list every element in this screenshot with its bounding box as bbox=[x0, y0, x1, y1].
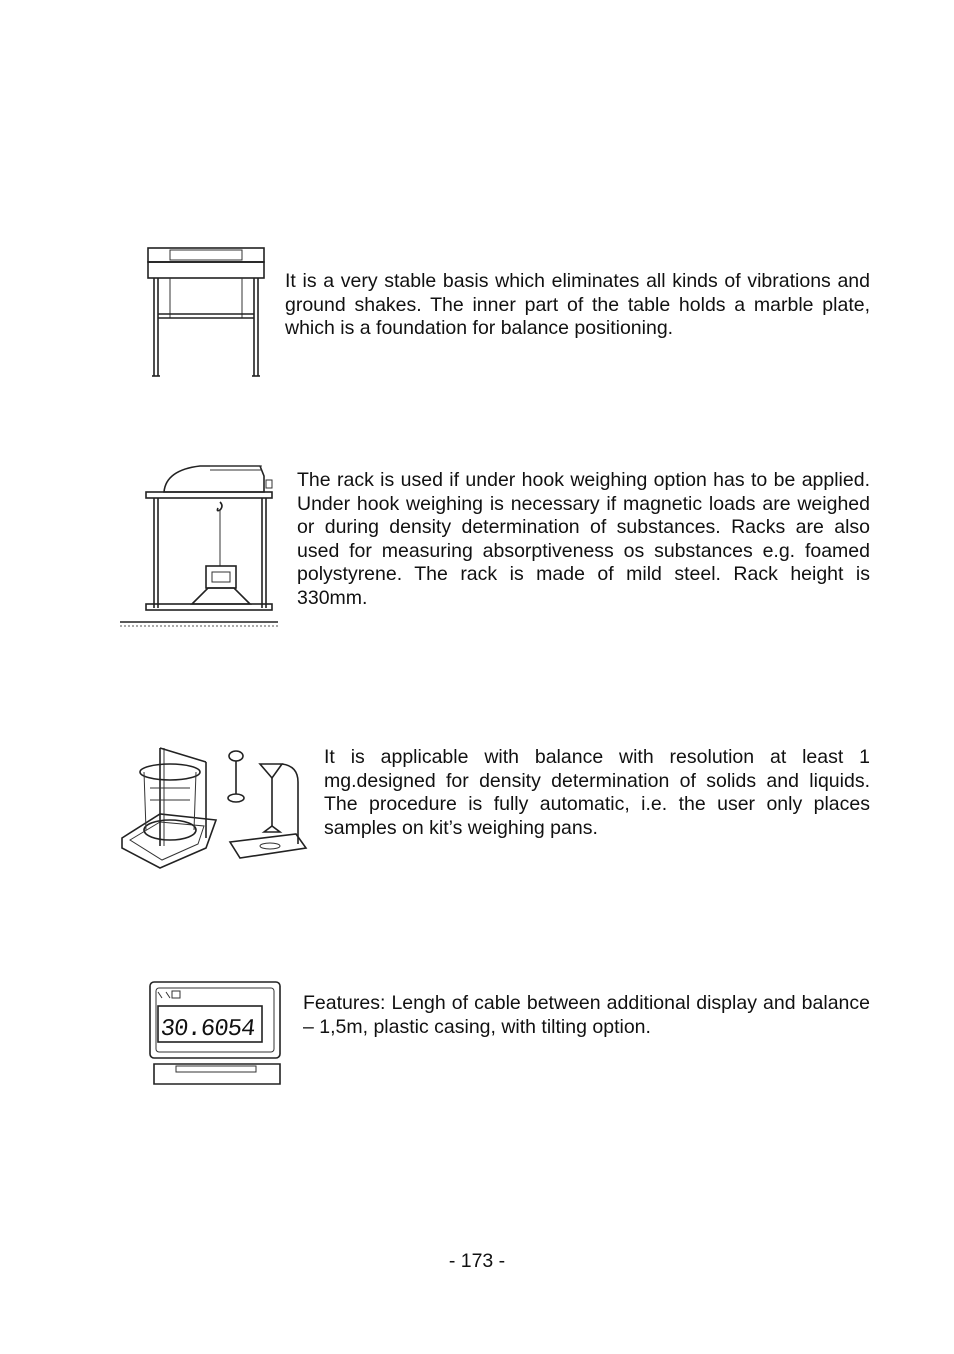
anti-vibration-table-icon bbox=[146, 246, 268, 378]
under-hook-weighing-rack-icon bbox=[120, 462, 278, 630]
rack-description: The rack is used if under hook weighing option has to be applied. Under hook weighing is necessary if magnetic loads are weighed or during density determination of substances. Racks are also used for measuring absorptiveness os substances e.g. foamed polystyrene. The rack is made of mild steel. Rack height is 330mm. bbox=[297, 469, 870, 609]
anti-vibration-table-description: It is a very stable basis which eliminates all kinds of vibrations and ground shakes. The inner part of the table holds a marble plate, which is a foundation for balance positioning. bbox=[285, 270, 870, 340]
additional-display-icon bbox=[146, 978, 286, 1088]
density-determination-kit-icon bbox=[120, 742, 310, 870]
page-number: - 173 - bbox=[448, 1250, 506, 1272]
additional-display-description: Features: Lengh of cable between additional display and balance – 1,5m, plastic casing, with tilting option. bbox=[303, 992, 870, 1038]
density-kit-description: It is applicable with balance with resolution at least 1 mg.designed for density determination of solids and liquids. The procedure is fully automatic, i.e. the user only places samples on kit’s weighing pans. bbox=[324, 746, 870, 839]
display-reading: 30.6054 bbox=[159, 1016, 256, 1043]
